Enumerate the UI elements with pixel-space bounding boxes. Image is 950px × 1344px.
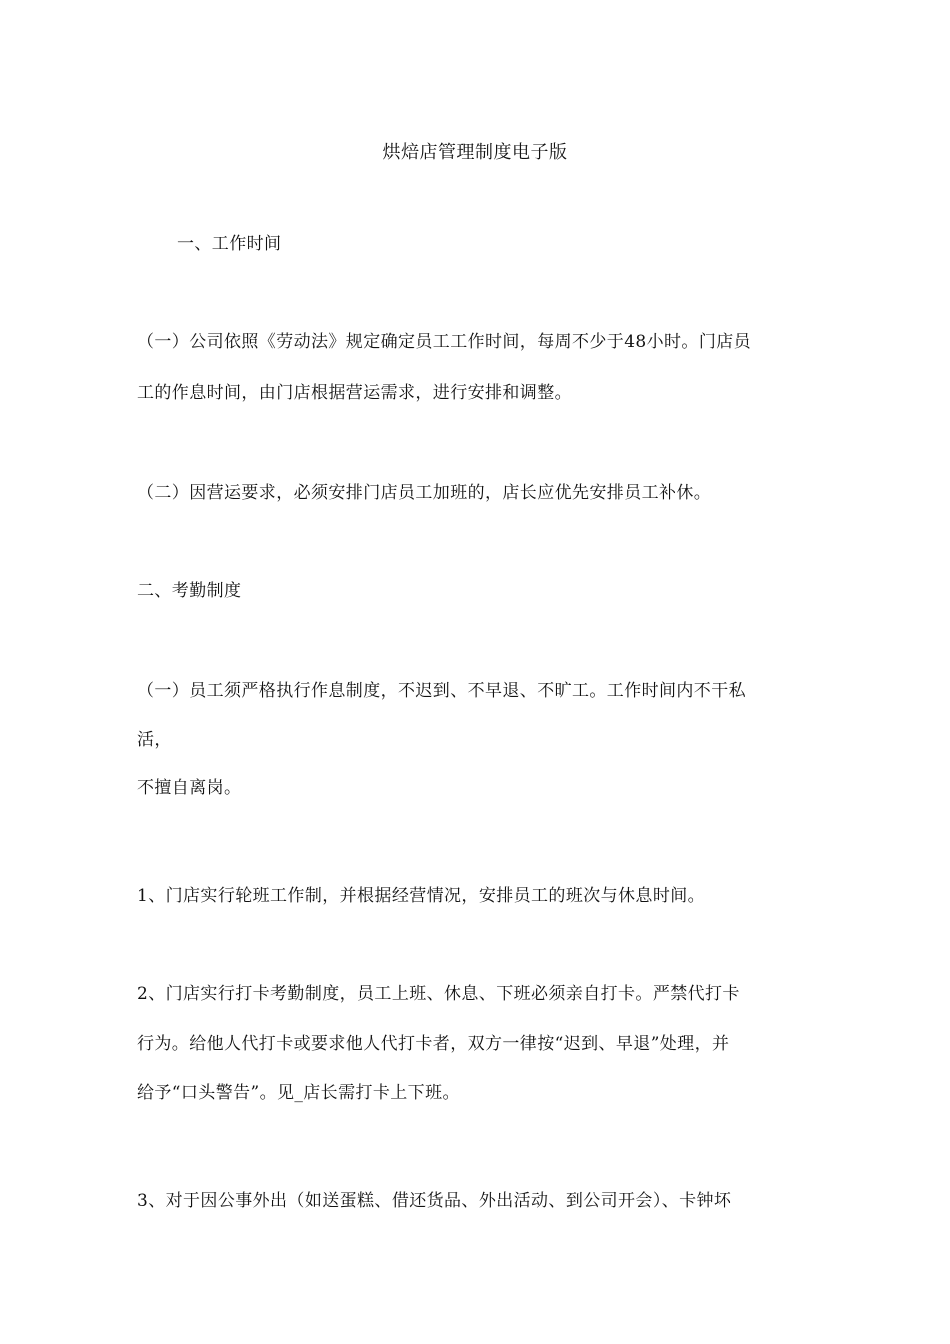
paragraph-line: （二）因营运要求，必须安排门店员工加班的，店长应优先安排员工补休。 bbox=[137, 483, 712, 503]
paragraph-line: 工的作息时间，由门店根据营运需求，进行安排和调整。 bbox=[137, 383, 572, 403]
paragraph-line: （一）公司依照《劳动法》规定确定员工工作时间，每周不少于48小时。门店员 bbox=[137, 332, 752, 352]
document-title: 烘焙店管理制度电子版 bbox=[382, 142, 568, 163]
list-item-continuation: 给予“口头警告”。见_店长需打卡上下班。 bbox=[137, 1083, 460, 1103]
paragraph-line: （一）员工须严格执行作息制度，不迟到、不早退、不旷工。工作时间内不干私 bbox=[137, 681, 746, 701]
list-item: 3、对于因公事外出（如送蛋糕、借还货品、外出活动、到公司开会）、卡钟坏 bbox=[137, 1191, 732, 1211]
list-item: 1、门店实行轮班工作制，并根据经营情况，安排员工的班次与休息时间。 bbox=[137, 886, 706, 906]
list-item: 2、门店实行打卡考勤制度，员工上班、休息、下班必须亲自打卡。严禁代打卡 bbox=[137, 984, 740, 1004]
paragraph-line: 不擅自离岗。 bbox=[137, 778, 242, 798]
list-item-continuation: 行为。给他人代打卡或要求他人代打卡者，双方一律按“迟到、早退”处理，并 bbox=[137, 1034, 730, 1054]
section-heading-attendance: 二、考勤制度 bbox=[137, 581, 242, 601]
section-heading-work-time: 一、工作时间 bbox=[177, 234, 282, 254]
paragraph-line: 活， bbox=[137, 730, 172, 750]
